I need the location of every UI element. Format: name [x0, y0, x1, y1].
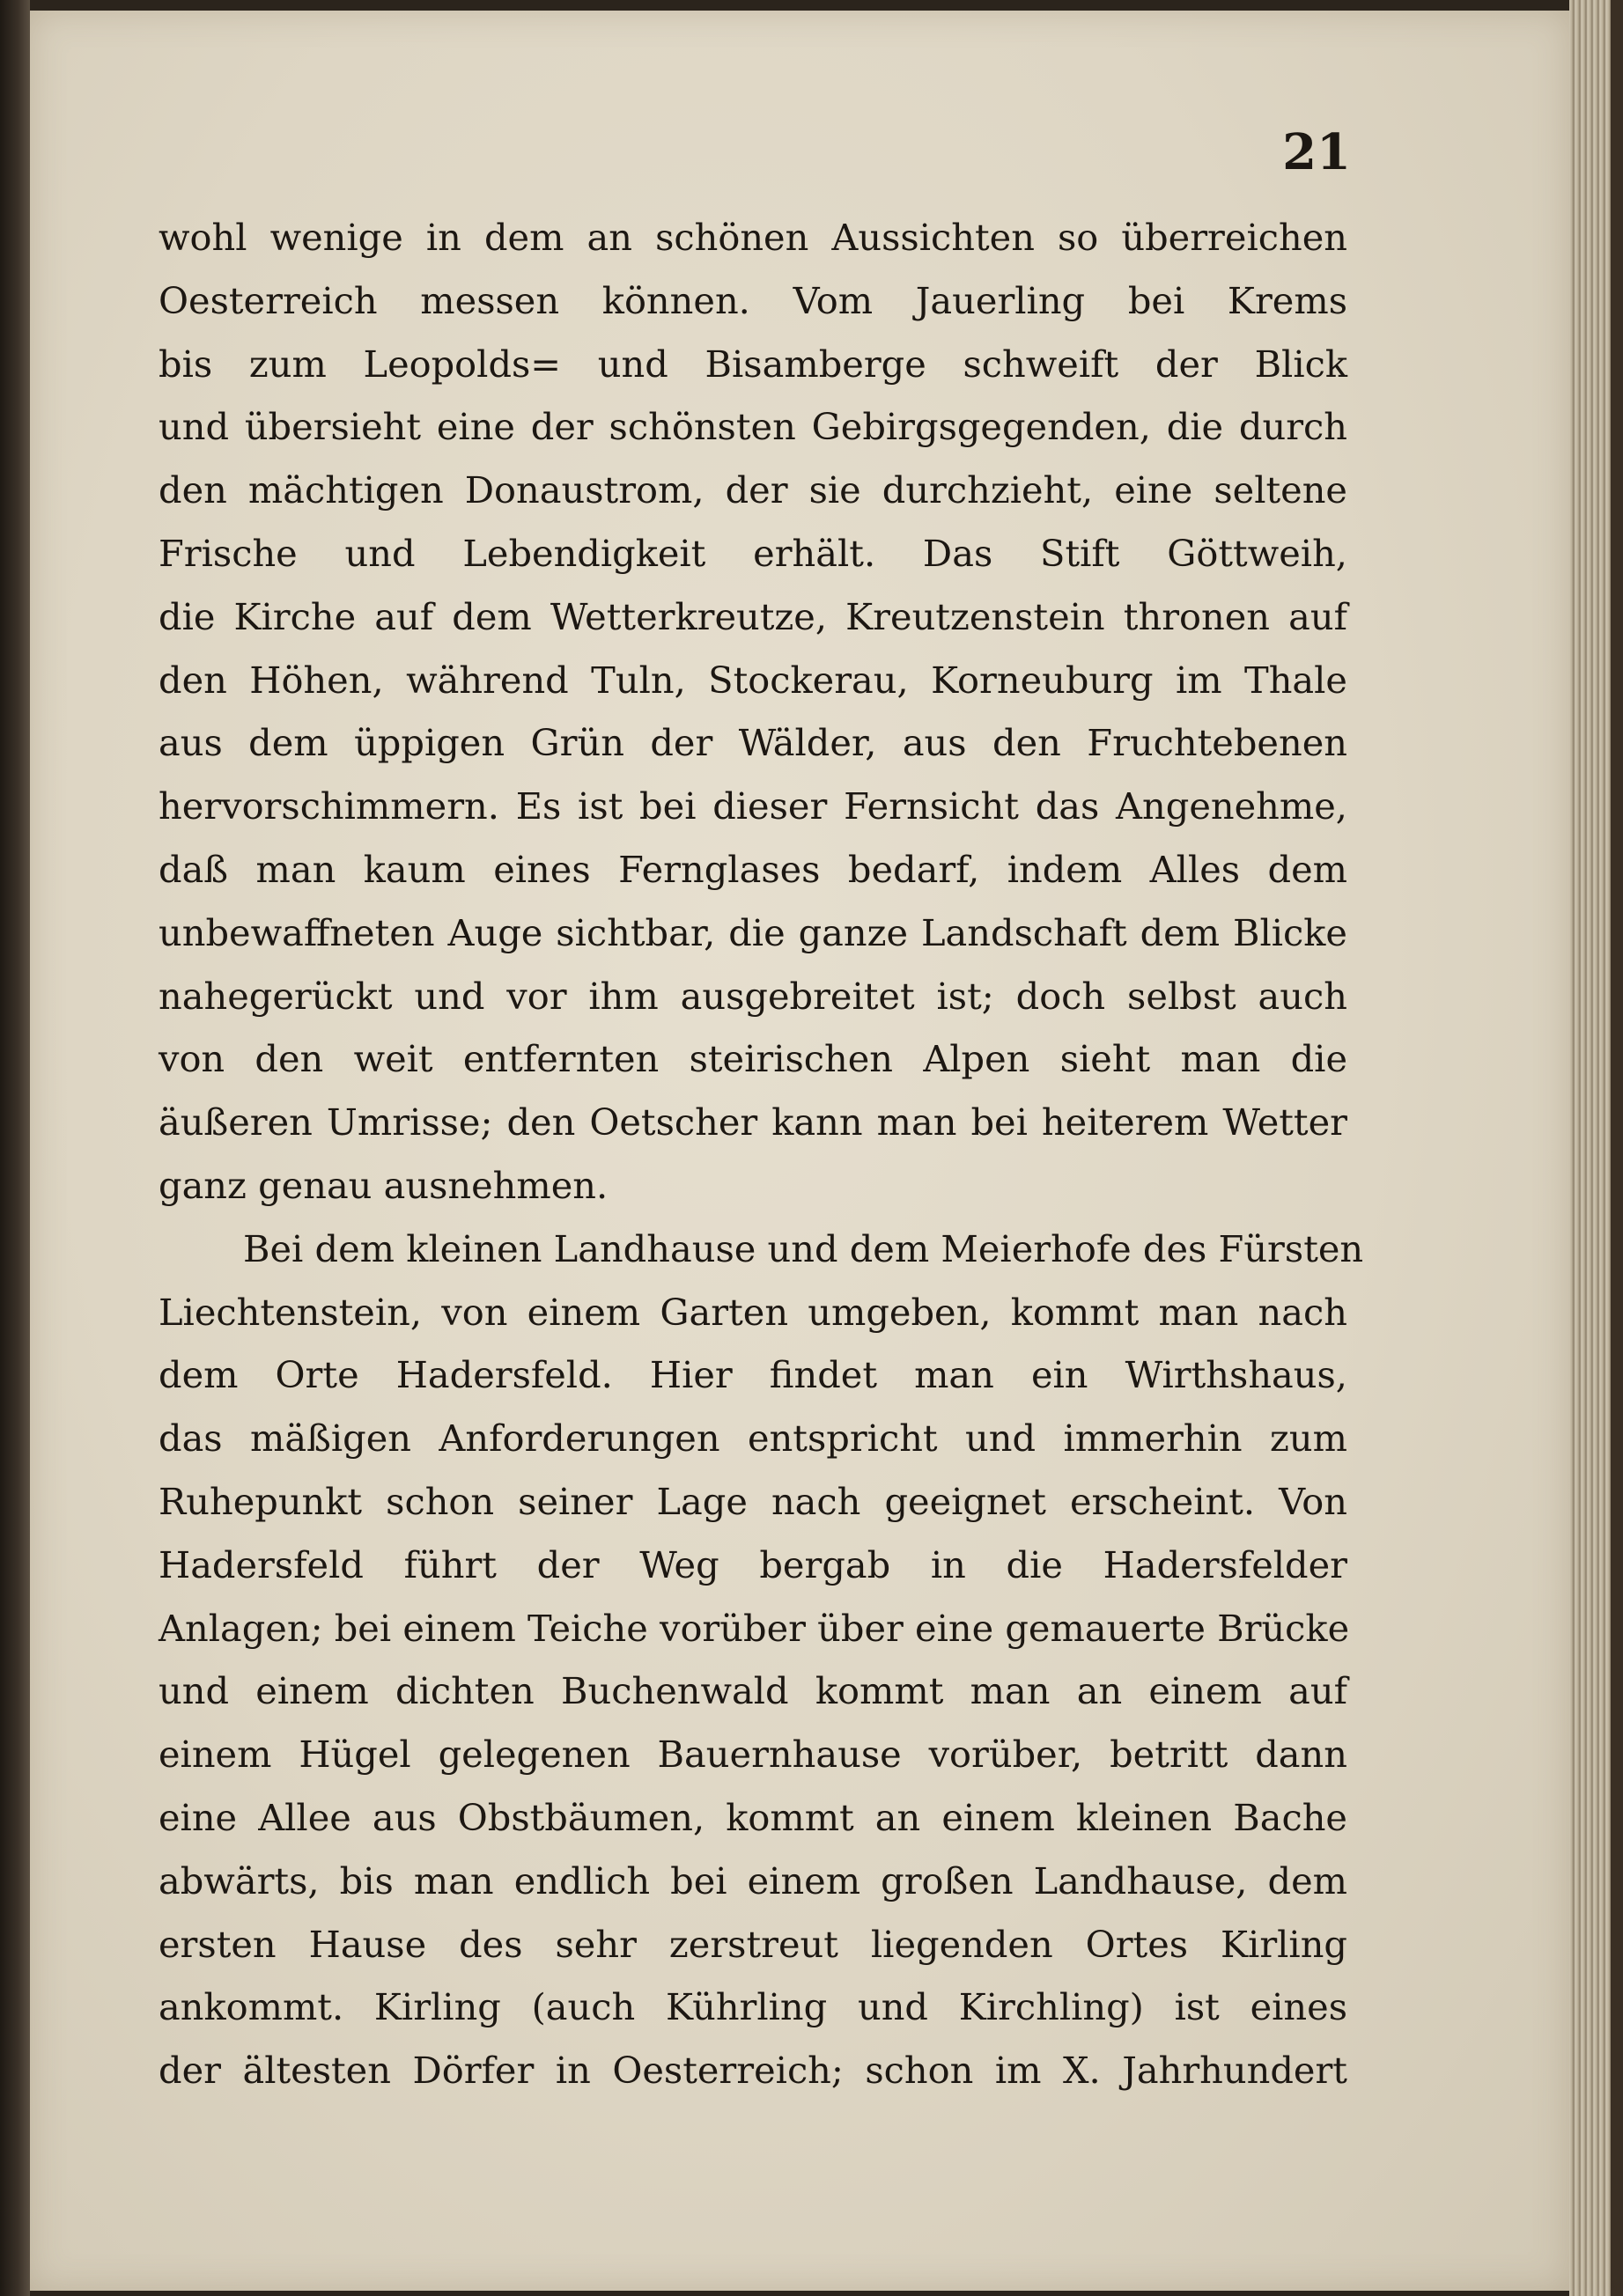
book-page: [30, 11, 1569, 2291]
text-line: Bei dem kleinen Landhause und dem Meierhofe des Fürsten: [243, 1226, 1364, 1270]
text-line: den mächtigen Donaustrom, der sie durchzieht, eine seltene: [159, 468, 1347, 512]
text-line: dem Orte Hadersfeld. Hier findet man ein Wirthshaus,: [159, 1353, 1347, 1397]
text-line: Anlagen; bei einem Teiche vorüber über eine gemauerte Brücke: [159, 1606, 1350, 1650]
text-line: abwärts, bis man endlich bei einem großen Landhause, dem: [159, 1858, 1347, 1902]
text-line: und übersieht eine der schönsten Gebirgsgegenden, die durch: [159, 405, 1347, 449]
text-line: eine Allee aus Obstbäumen, kommt an einem kleinen Bache: [159, 1795, 1347, 1839]
text-line: äußeren Umrisse; den Oetscher kann man bei heiterem Wetter: [159, 1100, 1347, 1144]
text-line: nahegerückt und vor ihm ausgebreitet ist; doch selbst auch: [159, 974, 1347, 1018]
text-line: bis zum Leopolds= und Bisamberge schweift der Blick: [159, 342, 1347, 386]
text-line: und einem dichten Buchenwald kommt man an einem auf: [159, 1669, 1347, 1713]
text-line: wohl wenige in dem an schönen Aussichten so überreichen: [159, 216, 1347, 259]
text-line: Hadersfeld führt der Weg bergab in die Hadersfelder: [159, 1542, 1347, 1586]
text-line: den Höhen, während Tuln, Stockerau, Korneuburg im Thale: [159, 658, 1347, 702]
page-number: 21: [1282, 123, 1351, 181]
text-line: ankommt. Kirling (auch Kührling und Kirchling) ist eines: [159, 1985, 1347, 2029]
text-line: von den weit entfernten steirischen Alpen sieht man die: [159, 1037, 1347, 1081]
text-line: Ruhepunkt schon seiner Lage nach geeignet erscheint. Von: [159, 1479, 1347, 1523]
text-line: Liechtenstein, von einem Garten umgeben, kommt man nach: [159, 1290, 1347, 1334]
text-line: die Kirche auf dem Wetterkreutze, Kreutzenstein thronen auf: [159, 594, 1347, 638]
text-line: einem Hügel gelegenen Bauernhause vorüber, betritt dann: [159, 1733, 1347, 1777]
text-line: hervorschimmern. Es ist bei dieser Fernsicht das Angenehme,: [159, 784, 1347, 828]
book-cover-edge-left: [0, 0, 30, 2296]
text-line: unbewaffneten Auge sichtbar, die ganze Landschaft dem Blicke: [159, 910, 1347, 954]
text-line: Oesterreich messen können. Vom Jauerling bei Krems: [159, 278, 1347, 322]
text-line: ganz genau ausnehmen.: [159, 1163, 609, 1207]
text-line: daß man kaum eines Fernglases bedarf, indem Alles dem: [159, 847, 1347, 891]
text-line: ersten Hause des sehr zerstreut liegenden Ortes Kirling: [159, 1922, 1347, 1966]
body-text: [159, 206, 1364, 2102]
text-line: aus dem üppigen Grün der Wälder, aus den Fruchtebenen: [159, 721, 1347, 765]
page-edges-right: [1569, 0, 1623, 2296]
text-line: der ältesten Dörfer in Oesterreich; schon im X. Jahrhundert: [159, 2049, 1347, 2093]
text-line: das mäßigen Anforderungen entspricht und immerhin zum: [159, 1417, 1347, 1461]
text-line: Frische und Lebendigkeit erhält. Das Stift Göttweih,: [159, 531, 1347, 575]
